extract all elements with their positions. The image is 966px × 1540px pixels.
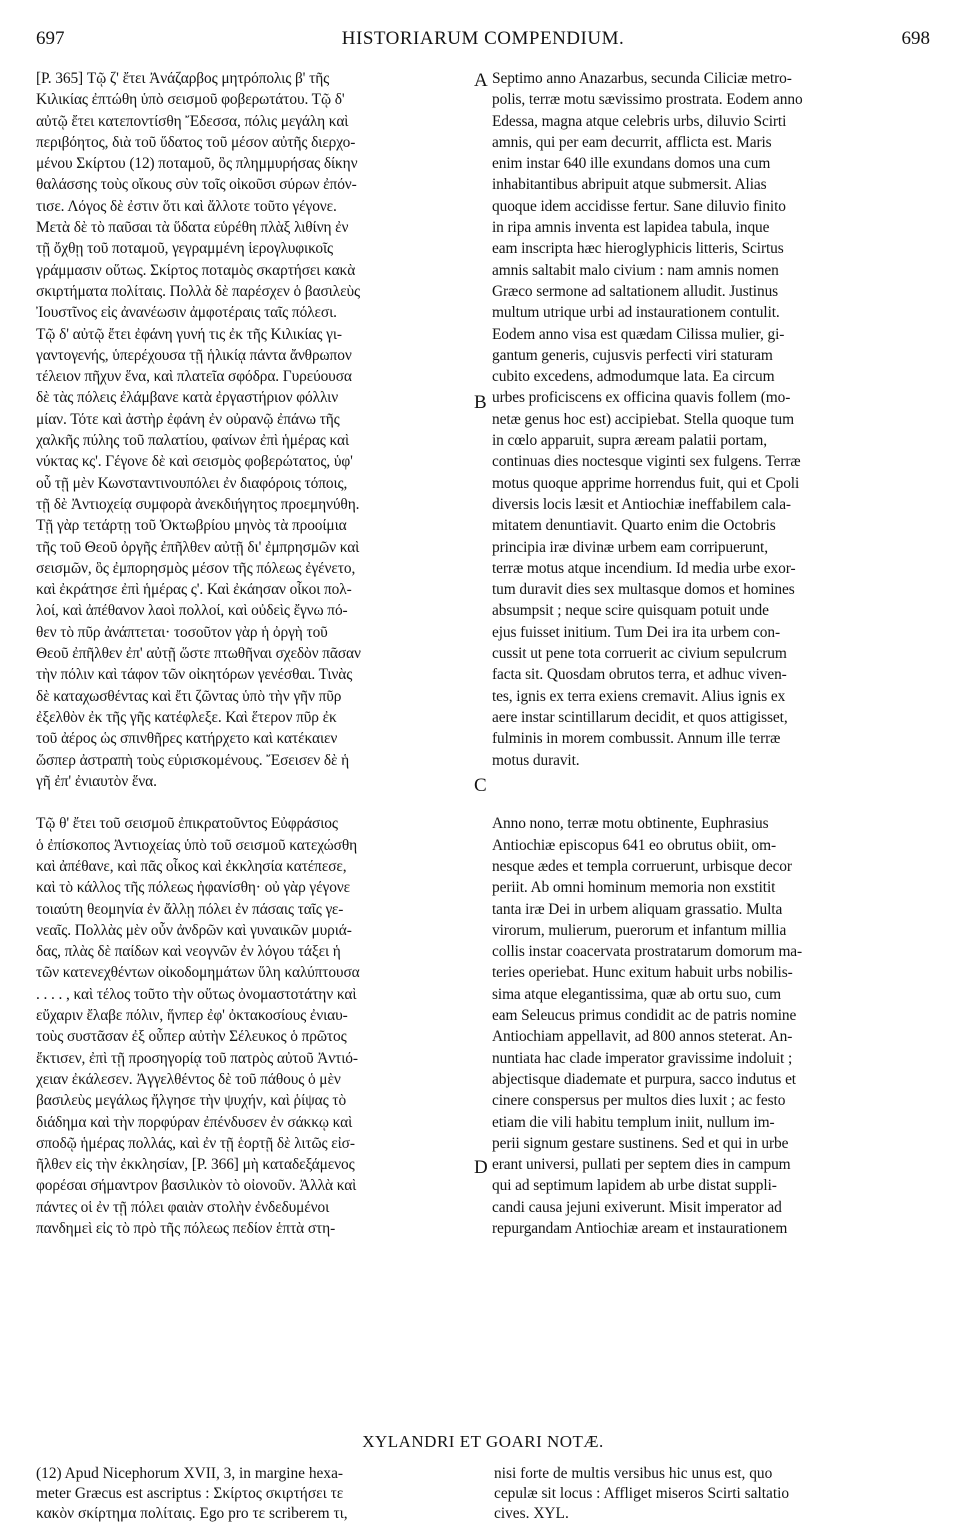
greek-line: νεαῖς. Πολλὰς μὲν οὖν ἀνδρῶν καὶ γυναικῶν μυριά- <box>36 921 352 939</box>
greek-line: Θεοῦ ἐπῆλθεν ἐπ' αὐτῇ ὥστε πτωθῆναι σχεδὸν πᾶσαν <box>36 645 361 663</box>
latin-line: motus quoque apprime horrendus fuit, qui et Cpoli <box>492 474 800 492</box>
greek-line: τοὺς συστᾶσαν ἐξ οὗπερ αὐτὴν Σέλευκος ὁ πρῶτος <box>36 1028 347 1046</box>
greek-line: Κιλικίας ἐπτώθη ὑπὸ σεισμοῦ φοβερωτάτου. Τῷ δ' <box>36 91 345 109</box>
greek-line <box>36 792 468 813</box>
note-line: κακὸν σκίρτημα πολίταις. Ego pro τε scriberem τι, <box>36 1505 348 1522</box>
latin-line: tes, ignis ex terra exiens cremavit. Alius ignis ex <box>492 687 786 705</box>
latin-line: Græco sermone ad saltationem alludit. Justinus <box>492 282 779 300</box>
greek-line: δὲ τὰς πόλεις ἐλάμβανε κατὰ ἐργαστήριον φόλλιν <box>36 389 339 407</box>
greek-line: γῆ ἐπ' ἐνιαυτὸν ἕνα. <box>36 772 157 790</box>
greek-line: Τῷ θ' ἔτει τοῦ σεισμοῦ ἐπικρατοῦντος Εὐφράσιος <box>36 815 338 833</box>
latin-line: tum duravit dies sex multasque domos et homines <box>492 581 795 599</box>
latin-line: tanta iræ Dei in urbem aliquam grassatio. Multa <box>492 900 783 918</box>
greek-line: αὐτῷ ἔτει κατεποντίσθη Ἔδεσσα, πόλις μεγάλη καὶ <box>36 112 349 130</box>
latin-line: inhabitantibus abripuit atque submersit. Alias <box>492 176 767 194</box>
greek-line: περιβόητος, διὰ τοῦ ὕδατος τοῦ μέσον αὐτῆς διερχο- <box>36 133 356 151</box>
latin-line: Edessa, magna atque celebris urbs, diluvio Scirti <box>492 112 787 130</box>
greek-line: γαντογενής, ὑπερέχουσα τῇ ἡλικίᾳ πάντα ἄνθρωπον <box>36 346 352 364</box>
latin-line: sima atque elegantissima, quæ ab ortu suo, cum <box>492 985 782 1003</box>
greek-line: σποδῷ ἡμέρας πολλάς, καὶ ἐν τῇ ἑορτῇ δὲ λιτῶς εἰσ- <box>36 1134 355 1152</box>
greek-line: φορέσαι σήμαντρον βασιλικὸν τὸ οἰονοῦν. Ἀλλὰ καὶ <box>36 1177 357 1195</box>
greek-line: εὔχαριν ἔλαβε πόλιν, ἥνπερ ἐφ' ὀκτακοσίους ἐνιαυ- <box>36 1007 348 1025</box>
greek-line: μίαν. Τότε καὶ ἀστὴρ ἐφάνη ἐν οὐρανῷ ἐπάνω τῆς <box>36 410 340 428</box>
greek-line: δὲ καταχωσθέντας καὶ ἔτι ζῶντας ὑπὸ τὴν γῆν πῦρ <box>36 687 342 705</box>
greek-line: Τῷ δ' αὐτῷ ἔτει ἐφάνη γυνή τις ἐκ τῆς Κιλικίας γι- <box>36 325 342 343</box>
greek-line: σκιρτήματα πολίταις. Πολλὰ δὲ παρέσχεν ὁ βασιλεὺς <box>36 282 360 300</box>
note-line: (12) Apud Nicephorum XVII, 3, in margine hexa- <box>36 1465 344 1482</box>
greek-line: τῆς τοῦ Θεοῦ ὀργῆς ἐπῆλθεν αὐτῇ δι' ἐμπρησμῶν καὶ <box>36 538 360 556</box>
greek-line: . . . . , καὶ τέλος τοῦτο τὴν οὕτως ὀνομαστοτάτην καὶ <box>36 985 357 1003</box>
latin-line: multum utrique urbi ad instaurationem contulit. <box>492 304 780 322</box>
latin-line: enim instar 640 ille exundans domos una cum <box>492 155 771 173</box>
greek-line: Ἰουστῖνος εἰς ἀνανέωσιν ἀμφοτέραις ταῖς πόλεσι. <box>36 304 337 322</box>
margin-marker-d: D <box>474 1157 488 1178</box>
latin-line: netæ genus hoc est) accipiebat. Stella quoque tum <box>492 410 794 428</box>
latin-line: qui ad septimum lapidem ab urbe distat suppli- <box>492 1177 777 1195</box>
latin-line: quoque idem accidisse fertur. Sane diluvio finito <box>492 197 786 215</box>
latin-line <box>492 792 932 813</box>
greek-line: τῇ δὲ Ἀντιοχείᾳ συμφορὰ ἀνεκδιήγητος προεμηνύθη. <box>36 495 360 513</box>
greek-line: ἔκτισεν, ἐπὶ τῇ προσηγορίᾳ τοῦ πατρὸς αὐτοῦ Ἀντιό- <box>36 1049 358 1067</box>
greek-line: τοιαύτη θεομηνία ἐν ἄλλῃ πόλει ἐν πάσαις ταῖς γε- <box>36 900 344 918</box>
latin-line: Antiochiæ episcopus 641 eo obrutus obiit, om- <box>492 836 777 854</box>
margin-marker-b: B <box>474 392 487 413</box>
latin-text-column <box>492 68 932 1239</box>
latin-line: teries operiebat. Hunc exitum habuit urbs nobilis- <box>492 964 793 982</box>
latin-line: amnis, qui per eam decurrit, afflicta est. Maris <box>492 133 772 151</box>
latin-line: cussit ut pene tota corruerit ac civium sepulcrum <box>492 645 787 663</box>
greek-line: θαλάσσης τοὺς οἴκους σὺν τοῖς οἰκοῦσι σύρων ἐπόν- <box>36 176 357 194</box>
greek-line: Τῇ γὰρ τετάρτῃ τοῦ Ὀκτωβρίου μηνὸς τὰ προοίμια <box>36 517 347 535</box>
greek-line: ὥσπερ ἀστραπὴ τοὺς εὑρισκομένους. Ἔσεισεν δὲ ἡ <box>36 751 350 769</box>
greek-line: μένου Σκίρτου (12) ποταμοῦ, ὃς πλημμυρήσας δίκην <box>36 155 358 173</box>
greek-line: τὴν πόλιν καὶ τάφον τῶν οἰκητόρων γενέσθαι. Τινὰς <box>36 666 353 684</box>
latin-line: collis instar coacervata prostratarum domorum ma- <box>492 943 803 961</box>
greek-line: τισε. Λόγος δὲ ἐστιν ὅτι καὶ ἄλλοτε τοῦτο γέγονε. <box>36 197 337 215</box>
latin-line <box>492 771 932 792</box>
greek-line: Μετὰ δὲ τὸ παῦσαι τὰ ὕδατα εὑρέθη πλὰξ λιθίνη ἐν <box>36 219 349 237</box>
greek-line: ὁ ἐπίσκοπος Ἀντιοχείας ὑπὸ τοῦ σεισμοῦ κατεχώσθη <box>36 836 358 854</box>
greek-line: γράμμασιν οὕτως. Σκίρτος ποταμὸς σκαρτήσει κακὰ <box>36 261 356 279</box>
greek-line: οὗ τῇ μὲν Κωνσταντινουπόλει ἐν διαφόροις τόποις, <box>36 474 348 492</box>
greek-line: [P. 365] Τῷ ζ' ἔτει Ἀνάζαρβος μητρόπολις β' τῆς <box>36 70 330 87</box>
latin-line: amnis saltabit malo civium : nam amnis nomen <box>492 261 779 279</box>
latin-line: polis, terræ motu sævissimo prostrata. Eodem anno <box>492 91 803 109</box>
latin-line: Septimo anno Anazarbus, secunda Ciliciæ metro- <box>492 70 792 87</box>
latin-line: abjectisque diademate et purpura, sacco indutus et <box>492 1070 796 1088</box>
greek-line: ἐξελθὸν ἐκ τῆς γῆς κατέφλεξε. Καὶ ἕτερον πῦρ ἐκ <box>36 708 337 726</box>
greek-line: καὶ ἐκράτησε ἐπὶ ἡμέρας ς'. Καὶ ἐκάησαν οἶκοι πολ- <box>36 581 352 599</box>
latin-line: nuntiata hac clade imperator gravissime indoluit ; <box>492 1049 793 1067</box>
latin-line: in ripa amnis inventa est lapidea tabula, inque <box>492 219 770 237</box>
latin-line: Antiochiam appellavit, ad 800 annos steterat. An- <box>492 1028 793 1046</box>
latin-line: perii signum gestare sustinens. Sed et qui in urbe <box>492 1134 789 1152</box>
latin-line: cinere conspersus per multos dies luxit ; ac festo <box>492 1092 786 1110</box>
latin-line: in cœlo apparuit, supra æream palatii portam, <box>492 432 768 450</box>
greek-line: τῶν κατενεχθέντων οἰκοδομημάτων ὕλη καλύπτουσα <box>36 964 360 982</box>
latin-line: diversis locis læsit et Antiochiæ ineffabilem cala- <box>492 495 791 513</box>
greek-line: νύκτας κς'. Γέγονε δὲ καὶ σεισμὸς φοβερώτατος, ὑφ' <box>36 453 353 471</box>
latin-line: etiam die vili habitu templum iniit, nullum im- <box>492 1113 775 1131</box>
page-header <box>36 28 930 58</box>
latin-line: terræ motus atque incendium. Id media urbe exor- <box>492 559 796 577</box>
greek-line: διάδημα καὶ τὴν πορφύραν ἐπένδυσεν ἐν σάκκῳ καὶ <box>36 1113 353 1131</box>
running-title: HISTORIARUM COMPENDIUM. <box>341 28 625 49</box>
latin-line: urbes proficiscens ex officina quavis follem (mo- <box>492 389 791 407</box>
latin-line: facta sit. Quosdam obrutos terra, et adhuc viven- <box>492 666 787 684</box>
greek-text-column <box>36 68 468 1239</box>
note-line: nisi forte de multis versibus hic unus est, quo <box>494 1465 773 1482</box>
greek-line: χειαν ἐκάλεσεν. Ἀγγελθέντος δὲ τοῦ πάθους ὁ μὲν <box>36 1070 341 1088</box>
notes-section-title: XYLANDRI ET GOARI NOTÆ. <box>362 1432 604 1451</box>
latin-line: erant universi, pullati per septem dies in campum <box>492 1156 791 1174</box>
left-page-number: 697 <box>36 28 65 49</box>
latin-line: eam inscripta hæc hieroglyphicis litteris, Scirtus <box>492 240 784 258</box>
greek-line: καὶ τὸ κάλλος τῆς πόλεως ἠφανίσθη· οὐ γὰρ γέγονε <box>36 879 351 897</box>
greek-line: ῆλθεν εἰς τὴν ἐκκλησίαν, [P. 366] μὴ καταδεξάμενος <box>36 1156 355 1174</box>
greek-line: πάντες οἱ ἐν τῇ πόλει φαιὰν στολὴν ἐνδεδυμένοι <box>36 1198 330 1216</box>
margin-marker-a: A <box>474 70 488 91</box>
latin-line: absumpsit ; neque scire quisquam potuit unde <box>492 602 769 620</box>
latin-line: nesque ædes et templa corruerunt, urbisque decor <box>492 857 792 875</box>
greek-line: τοῦ ἀέρος ὡς σπινθῆρες κατήρχετο καὶ κατέκαιεν <box>36 730 338 748</box>
greek-line: τέλειον πῆχυν ἕνα, καὶ πλατεῖα σφόδρα. Γυρεύουσα <box>36 368 352 386</box>
latin-line: periit. Ab omni hominum memoria non exstitit <box>492 879 776 897</box>
note-line: cives. XYL. <box>494 1505 569 1522</box>
latin-line: Eodem anno visa est quædam Cilissa mulier, gi- <box>492 325 785 343</box>
margin-marker-c: C <box>474 775 487 796</box>
greek-line: θεν τὸ πῦρ ἀνάπτεται· τοσοῦτον γὰρ ἡ ὀργὴ τοῦ <box>36 623 328 641</box>
latin-line: mitatem denuntiavit. Quarto enim die Octobris <box>492 517 776 535</box>
latin-line: ejus fuisset initium. Tum Dei ira ita urbem con- <box>492 623 781 641</box>
latin-line: continuas dies noctesque viginti sex fulgens. Terræ <box>492 453 801 471</box>
latin-line: aere instar scintillarum decidit, et quos attigisset, <box>492 708 788 726</box>
latin-line: virorum, mulierum, puerorum et infantum millia <box>492 921 787 939</box>
greek-line: λοί, καὶ ἀπέθανον λαοὶ πολλοί, καὶ οὐδεὶς ἔγνω πό- <box>36 602 348 620</box>
greek-line: τῇ ὄχθῃ τοῦ ποταμοῦ, γεγραμμένη ἱερογλυφικοῖς <box>36 240 334 258</box>
latin-line: motus duravit. <box>492 751 580 769</box>
latin-line: repurgandam Antiochiæ aream et instaurationem <box>492 1220 788 1238</box>
notes-left-column <box>36 1464 470 1524</box>
greek-line: πανδημεὶ εἰς τὸ πρὸ τῆς πόλεως πεδίον ἑπτὰ στη- <box>36 1220 336 1238</box>
latin-line: Anno nono, terræ motu obtinente, Euphrasius <box>492 815 769 833</box>
latin-line: cubito excedens, admodumque lata. Ea circum <box>492 368 775 386</box>
latin-line: eam Seleucus primus condidit ac de patris nomine <box>492 1007 797 1025</box>
greek-line: καὶ ἀπέθανε, καὶ πᾶς οἶκος καὶ ἐκκλησία κατέπεσε, <box>36 857 347 875</box>
note-line: meter Græcus est ascriptus : Σκίρτος σκιρτήσει τε <box>36 1485 344 1502</box>
latin-line: principia iræ divinæ urbem eam corripuerunt, <box>492 538 768 556</box>
greek-line: δας, πλὰς δὲ παίδων καὶ νεογνῶν ἐν λόγου τάξει ἡ <box>36 943 341 961</box>
latin-line: fulminis in morem combussit. Annum ille terræ <box>492 730 781 748</box>
latin-line: gantum generis, cujusvis perfecti viri staturam <box>492 346 773 364</box>
greek-line: χαλκῆς πύλης τοῦ παλατίου, φαίνων ἐπὶ ἡμέρας καὶ <box>36 432 350 450</box>
note-line: cepulæ sit locus : Affliget miseros Scirti saltatio <box>494 1485 790 1502</box>
latin-line: candi causa jejuni exiverunt. Misit imperator ad <box>492 1198 782 1216</box>
greek-line: σεισμῶν, ὃς ἐμπορησμὸς μέσον τῆς πόλεως ἐγένετο, <box>36 559 356 577</box>
notes-right-column <box>494 1464 930 1524</box>
right-page-number: 698 <box>901 28 930 49</box>
greek-line: βασιλεὺς μεγάλως ἤλγησε τὴν ψυχήν, καὶ ῥίψας τὸ <box>36 1092 347 1110</box>
